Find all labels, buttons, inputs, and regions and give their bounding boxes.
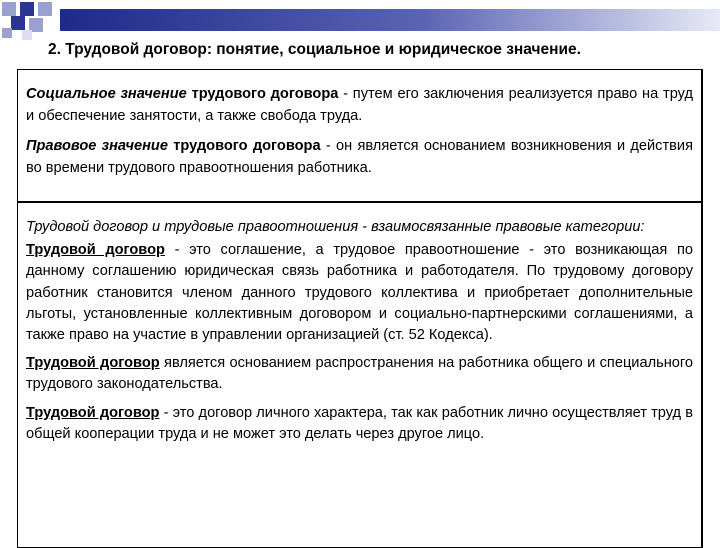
legal-meaning-term: Правовое значение (26, 138, 168, 154)
deco-square-2 (20, 2, 34, 16)
deco-square-4 (11, 16, 25, 30)
social-meaning-term: Социальное значение (26, 86, 187, 102)
legal-meaning-text: - он является основанием возникновения и действия во времени трудового правоотношения работника. (26, 138, 693, 176)
definition-term-1: Трудовой договор (26, 242, 165, 259)
definition-term-2: Трудовой договор (26, 355, 160, 372)
definition-text-2: является основанием распространения на работника общего и специального трудового законодательства. (26, 355, 693, 393)
definition-text-3: - это договор личного характера, так как работник лично осуществляет труд в общей кооперации труда и не может это делать через другое лицо. (26, 404, 693, 442)
social-meaning-subject: трудового договора (191, 86, 339, 102)
legal-meaning-paragraph (26, 135, 693, 179)
legal-meaning-subject: трудового договора (173, 138, 321, 154)
deco-square-5 (29, 18, 43, 32)
intro-paragraph: Трудовой договор и трудовые правоотношения - взаимосвязанные правовые категории: (26, 219, 645, 235)
definition-paragraph-2 (26, 353, 693, 395)
definition-text-1: - это соглашение, а трудовое правоотношение - это возникающая по данному соглашению юридическая связь работника и работодателя. По трудовому договору работник становится членом данного трудового коллектива и приобретает дополнительные льготы, установленные коллективным договором и социально-партнерскими соглашениями, а также право на участие в управлении организацией (ст. 52 Кодекса). (26, 242, 693, 344)
social-meaning-text: - путем его заключения реализуется право на труд и обеспечение занятости, а также свобода труда. (26, 86, 693, 124)
deco-square-1 (2, 2, 16, 16)
header-decoration (0, 0, 720, 44)
header-gradient-band (60, 9, 720, 31)
social-meaning-paragraph (26, 83, 693, 127)
slide-title: 2. Трудовой договор: понятие, социальное и юридическое значение. (48, 41, 581, 58)
definition-term-3: Трудовой договор (26, 404, 160, 421)
deco-square-3 (38, 2, 52, 16)
deco-square-7 (22, 30, 32, 40)
meaning-box (17, 69, 703, 203)
definition-box (17, 203, 703, 548)
deco-square-6 (2, 28, 12, 38)
definition-paragraph-3 (26, 403, 693, 445)
definition-paragraph-1 (26, 240, 693, 346)
